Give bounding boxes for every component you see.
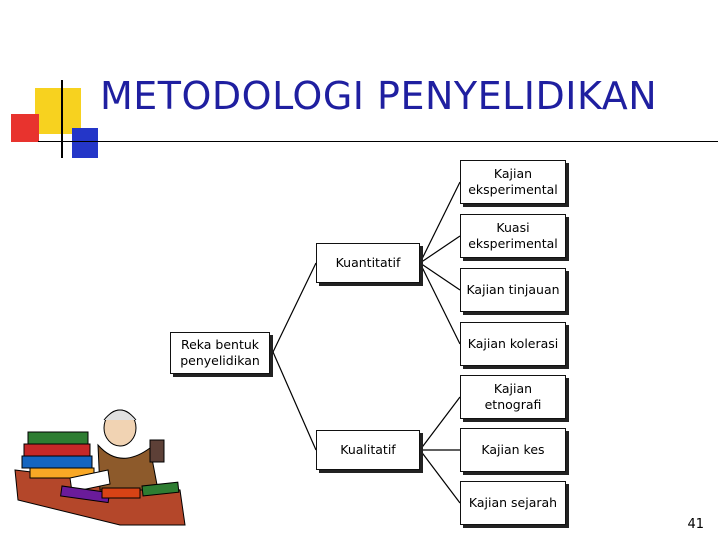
node-label: Kajian sejarah bbox=[468, 495, 558, 510]
node-kualitatif-label: Kualitatif bbox=[340, 442, 396, 457]
node-label: Kajian eksperimental bbox=[468, 166, 558, 197]
node-label: Kajian etnografi bbox=[484, 381, 542, 412]
node-label: Kajian kolerasi bbox=[467, 336, 559, 351]
page-number: 41 bbox=[687, 517, 704, 532]
node-root-label: Reka bentuk penyelidikan bbox=[180, 337, 260, 368]
node-kuantitatif-label: Kuantitatif bbox=[335, 255, 401, 270]
node-label: Kuasi eksperimental bbox=[468, 220, 558, 251]
node-label: Kajian tinjauan bbox=[466, 282, 560, 297]
slide-title: METODOLOGI PENYELIDIKAN bbox=[100, 74, 658, 118]
node-label: Kajian kes bbox=[481, 442, 545, 457]
